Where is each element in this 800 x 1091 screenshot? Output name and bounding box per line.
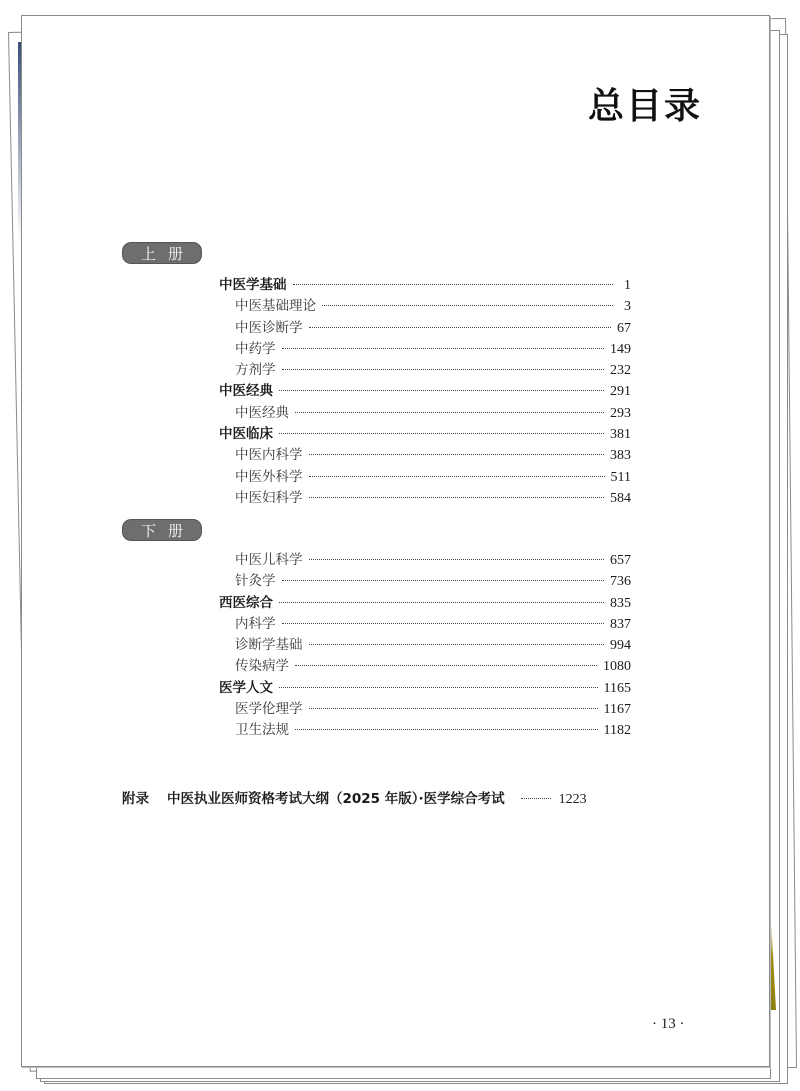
entry-page: 994 [610,638,631,654]
dot-leader [282,623,605,624]
entry-page: 3 [624,299,631,315]
toc-entry[interactable] [219,720,631,741]
dot-leader [279,602,604,603]
dot-leader [309,708,598,709]
entry-page: 1165 [603,680,631,696]
entry-label: 中医经典 [219,383,273,400]
toc-entry[interactable] [219,275,631,296]
page-number: · 13 · [652,1016,685,1032]
entry-page: 657 [610,553,631,568]
toc-entry[interactable] [219,593,631,614]
entry-page: 837 [610,616,631,632]
entry-label: 中医外科学 [235,468,303,485]
dot-leader [521,798,551,799]
entry-label: 西医综合 [219,594,273,611]
entry-page: 736 [610,574,631,590]
appendix-label: 附录 [122,791,149,807]
toc-entry[interactable] [219,339,631,360]
entry-label: 中药学 [235,340,276,357]
toc-entry[interactable] [219,614,631,635]
dot-leader [309,454,605,455]
toc-upper [219,275,631,509]
entry-label: 中医儿科学 [235,552,303,568]
badge-char: 下 [140,522,156,540]
dot-leader [309,644,605,645]
volume-badge-lower [122,519,202,541]
toc-entry[interactable] [219,699,631,720]
toc-lower [219,550,631,742]
entry-page: 232 [610,363,631,379]
entry-label: 传染病学 [235,658,289,675]
entry-label: 中医诊断学 [235,319,303,336]
entry-page: 1080 [603,659,631,675]
toc-entry[interactable] [219,360,631,381]
toc-entry[interactable] [219,571,631,592]
toc-entry[interactable] [219,550,631,571]
entry-page: 511 [610,469,631,485]
appendix-title: 中医执业医师资格考试大纲（2025 年版）·医学综合考试 [167,791,505,807]
dot-leader [279,390,604,391]
entry-page: 383 [610,448,631,464]
appendix-page: 1223 [558,792,587,807]
entry-page: 835 [610,595,631,611]
volume-badge-upper [122,242,202,264]
dot-leader [279,687,598,688]
badge-char: 上 [140,245,156,263]
toc-entry[interactable] [219,296,631,317]
toc-entry[interactable] [219,318,631,339]
entry-page: 291 [610,384,631,400]
toc-entry[interactable] [219,488,631,509]
badge-char: 册 [167,522,183,540]
toc-entry[interactable] [219,381,631,402]
dot-leader [295,412,604,413]
entry-label: 医学伦理学 [235,701,303,718]
toc-entry[interactable] [219,424,631,445]
entry-label: 卫生法规 [235,722,289,739]
page-title: 总目录 [588,85,703,127]
entry-page: 1 [624,278,631,293]
toc-entry[interactable] [219,635,631,656]
dot-leader [282,580,605,581]
dot-leader [309,327,612,328]
entry-page: 584 [610,490,631,506]
toc-entry[interactable] [219,445,631,466]
document-page [21,15,770,1067]
entry-page: 381 [610,427,631,443]
dot-leader [295,729,598,730]
dot-leader [309,497,605,498]
dot-leader [322,305,613,306]
dot-leader [279,433,604,434]
dot-leader [309,476,605,477]
appendix-entry[interactable] [122,787,632,808]
entry-page: 1167 [603,702,631,718]
entry-label: 内科学 [235,615,276,632]
entry-page: 1182 [603,723,631,739]
badge-char: 册 [167,245,183,263]
entry-label: 诊断学基础 [235,637,303,654]
entry-label: 中医内科学 [235,447,303,464]
entry-page: 149 [610,341,631,357]
dot-leader [282,348,605,349]
dot-leader [309,559,605,560]
entry-label: 方剂学 [235,362,276,379]
entry-label: 针灸学 [235,573,276,590]
entry-label: 中医临床 [219,426,273,443]
entry-page: 293 [610,405,631,421]
toc-entry[interactable] [219,678,631,699]
entry-label: 医学人文 [219,679,273,696]
dot-leader [295,665,597,666]
entry-label: 中医妇科学 [235,489,303,506]
entry-page: 67 [617,320,631,336]
dot-leader [293,284,614,285]
entry-label: 中医基础理论 [235,298,316,315]
entry-label: 中医经典 [235,404,289,421]
toc-entry[interactable] [219,467,631,488]
toc-entry[interactable] [219,403,631,424]
dot-leader [282,369,605,370]
toc-entry[interactable] [219,656,631,677]
entry-label: 中医学基础 [219,277,287,293]
